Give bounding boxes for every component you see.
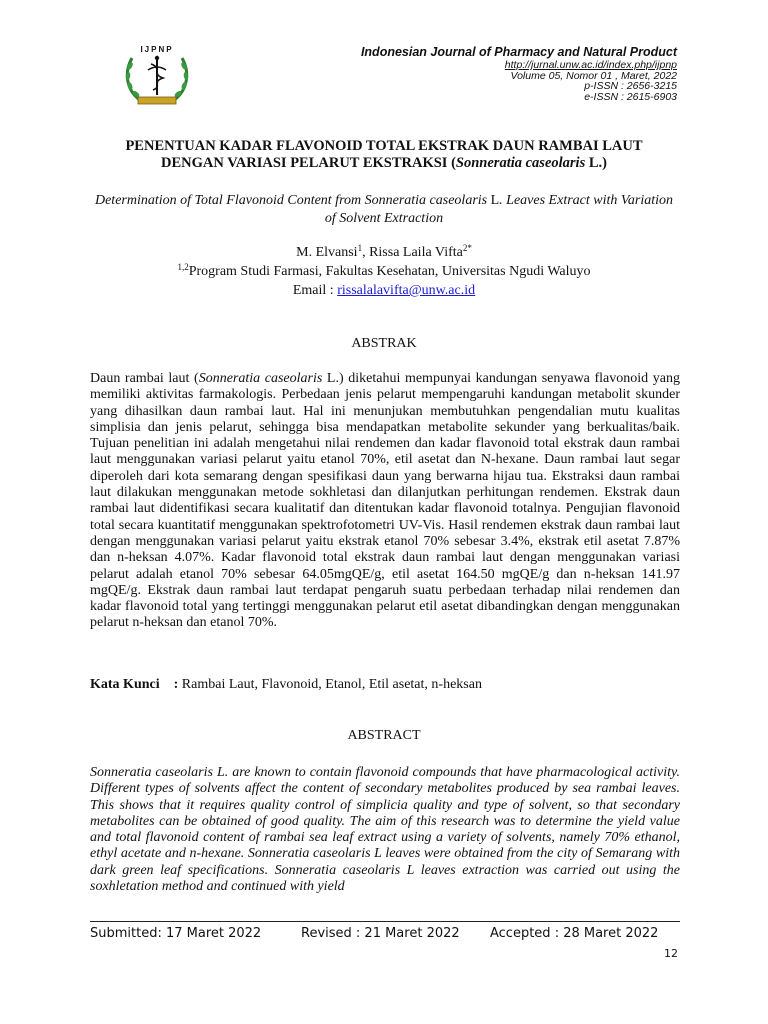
- author-block: [90, 243, 678, 300]
- email-line: [90, 281, 678, 300]
- caduceus-wreath-logo-icon: [120, 42, 194, 110]
- author-1: M. Elvansi: [296, 245, 358, 260]
- journal-logo: [120, 42, 194, 110]
- subtitle-part-2: L: [490, 193, 500, 208]
- title-line-2: [90, 155, 678, 172]
- footer-accepted: Accepted : 28 Maret 2022: [490, 926, 659, 941]
- page-number: 12: [664, 947, 678, 960]
- journal-url-link[interactable]: http://jurnal.unw.ac.id/index.php/ijpnp: [504, 59, 677, 71]
- title-line-2-prefix: DENGAN VARIASI PELARUT EKSTRAKSI (: [161, 155, 456, 171]
- abstrak-l: L: [322, 371, 336, 386]
- affiliation-text: Program Studi Farmasi, Fakultas Kesehatan, Universitas Ngudi Waluyo: [188, 264, 591, 279]
- affiliation-sup: 1,2: [177, 262, 189, 272]
- abstrak-text: .) diketahui mempunyai kandungan senyawa flavonoid yang memiliki aktivitas farmakologis. Perbedaan jenis pelarut mempengaruhi kandungan metabolit skunder yang dihasilkan daun rambai laut. Hal ini menunjukan membutuhkan pengendalian mutu kualitas simplisia dan jenis pelarut, sehingga bisa mendapatkan metabolite sekunder yang berkualitas/baik. Tujuan penelitian ini adalah mengetahui nilai rendemen dan kadar flavonoid total ekstrak daun rambai laut menggunakan variasi pelarut yaitu etanol 70%, etil asetat dan N-hexane. Daun rambai laut segar diperoleh dari kota semarang dengan spesifikasi daun yang berwarna hijau tua. Ekstraksi daun rambai laut dilakukan menggunakan metode sokhletasi dan dilanjutkan perhitungan rendemen. Ekstrak daun rambai laut didentifikasi secara kualitatif dan ditentukan kadar flavonoid totalnya. Pengujian flavonoid total secara kuantitatif menggunakan spektrofotometri UV-Vis. Hasil rendemen ekstrak daun rambai laut dengan menggunakan variasi pelarut yaitu ekstrak etanol 70% sebesar 3.4%, ekstrak etil asetat 7.87% dan n-heksan 4.07%. Kadar flavonoid total ekstrak daun rambai laut dengan menggunakan variasi pelarut adalah etanol 70% sebesar 64.05mgQE/g, etil asetat 164.50 mgQE/g dan n-heksan 141.97 mgQE/g. Ekstrak daun rambai laut terdapat pengaruh suatu perbedaan terhadap nilai rendemen dan kadar flavonoid total yang tertinggi menggunakan pelarut etil asetat dibandingkan dengan menggunakan pelarut n-heksan dan etanol 70%.: [90, 371, 680, 631]
- keywords-label: Kata Kunci: [90, 677, 160, 692]
- subtitle-part-1: Determination of Total Flavonoid Content from Sonneratia caseolaris: [94, 193, 491, 208]
- journal-pissn: p-ISSN : 2656-3215: [584, 80, 677, 92]
- abstrak-lead: Daun rambai laut (: [90, 371, 199, 386]
- email-link[interactable]: rissalalavifta@unw.ac.id: [337, 283, 476, 298]
- footer-divider: [90, 921, 680, 922]
- journal-name: Indonesian Journal of Pharmacy and Natural Product: [360, 45, 677, 59]
- author-1-sup: 1: [357, 243, 363, 253]
- author-2-sup: 2*: [462, 243, 472, 253]
- abstract-paragraph: [90, 765, 680, 895]
- abstrak-species: Sonneratia caseolaris: [198, 371, 323, 386]
- paper-title: [90, 138, 678, 172]
- keywords-text: Rambai Laut, Flavonoid, Etanol, Etil asetat, n-heksan: [181, 677, 482, 692]
- keywords-line: [90, 676, 482, 694]
- subtitle-part-3: . Leaves Extract with Variation of Solvent Extraction: [324, 193, 673, 226]
- journal-eissn: e-ISSN : 2615-6903: [584, 90, 677, 103]
- abstract-heading: ABSTRACT: [347, 728, 421, 743]
- affiliation: [90, 262, 678, 281]
- title-species: Sonneratia caseolaris: [455, 155, 586, 171]
- title-line-1: PENENTUAN KADAR FLAVONOID TOTAL EKSTRAK DAUN RAMBAI LAUT: [125, 138, 643, 154]
- author-names: [90, 243, 678, 262]
- footer-submitted: Submitted: 17 Maret 2022: [90, 926, 262, 941]
- abstract-text: Sonneratia caseolaris L. are known to contain flavonoid compounds that have pharmacological activity. Different types of solvents affect the content of secondary metabolites produced by sea rambai leaves. This shows that it requires quality control of simplicia quality and type of solvent, so that secondary metabolites can be obtained of good quality. The aim of this research was to determine the yield value and total flavonoid content of rambai sea leaf extract using a variety of solvents, namely 70% ethanol, ethyl acetate and n-hexane. Sonneratia caseolaris L leaves were obtained from the city of Semarang with dark green leaf specifications. Sonneratia caseolaris L leaves extraction was carried out using the soxhletation method and continued with yield: [90, 765, 680, 895]
- author-separator: ,: [362, 245, 370, 260]
- abstrak-heading: ABSTRAK: [351, 336, 417, 351]
- logo-text: IJPNP: [140, 45, 174, 54]
- email-label: Email :: [292, 283, 338, 298]
- keywords-separator: :: [159, 677, 182, 692]
- journal-header: [361, 44, 677, 102]
- journal-volume: Volume 05, Nomor 01 , Maret, 2022: [510, 69, 677, 82]
- title-line-2-suffix: L.): [585, 155, 607, 171]
- paper-english-title: [90, 192, 678, 228]
- footer-revised: Revised : 21 Maret 2022: [301, 926, 460, 941]
- abstrak-paragraph: [90, 371, 680, 632]
- author-2: Rissa Laila Vifta: [369, 245, 463, 260]
